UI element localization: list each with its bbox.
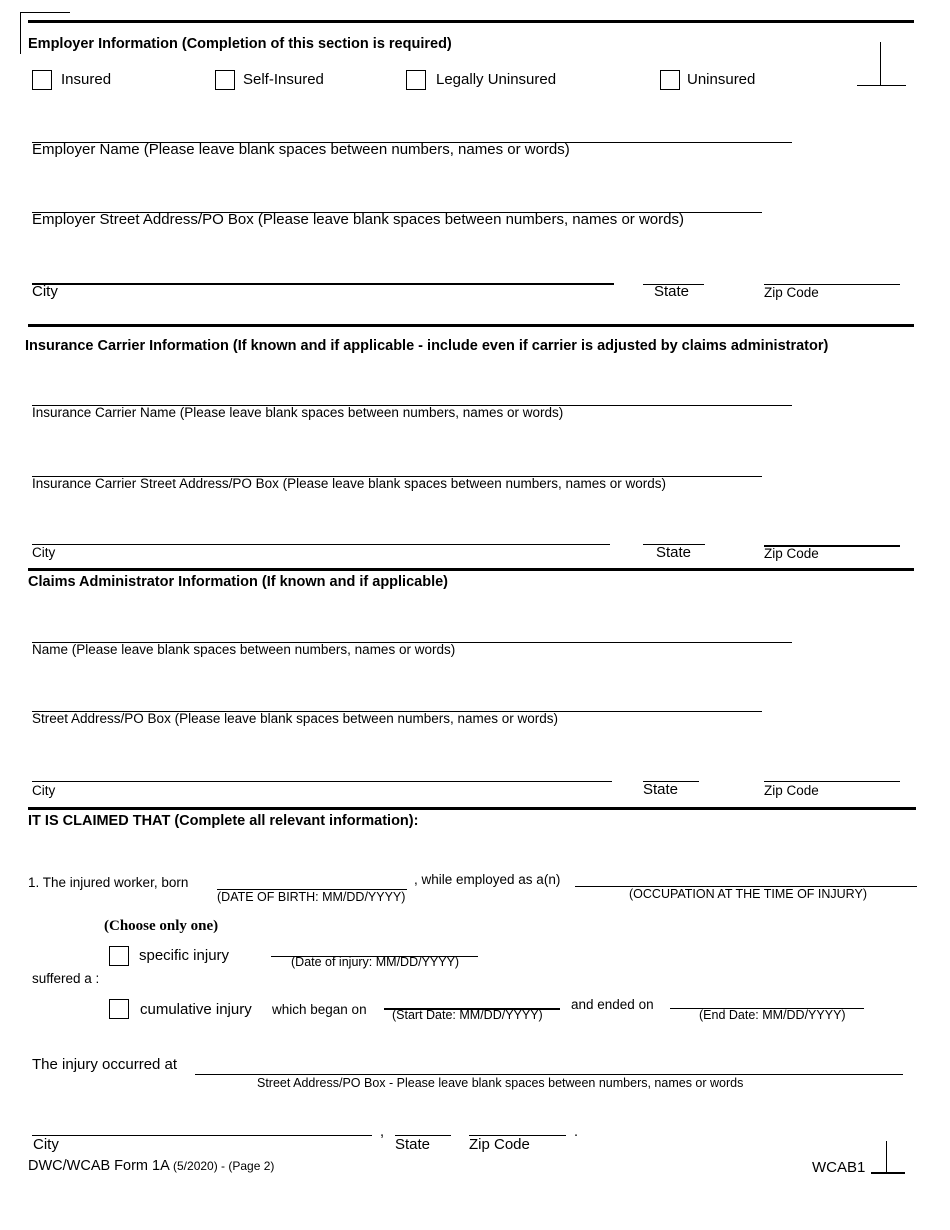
form-code: WCAB1 [812,1159,866,1176]
period-text: . [574,1124,579,1140]
claims-admin-state-field[interactable] [643,757,699,781]
carrier-state-label: State [656,544,692,561]
ended-on-text: and ended on [571,997,654,1012]
employed-as-text: , while employed as a(n) [414,872,561,887]
cumulative-injury-checkbox[interactable] [109,999,129,1019]
cumulative-injury-label: cumulative injury [140,1001,252,1018]
employer-address-label: Employer Street Address/PO Box (Please leave blank spaces between numbers, names or words) [32,211,684,228]
carrier-address-label: Insurance Carrier Street Address/PO Box (Please leave blank spaces between numbers, names or words) [32,476,667,491]
employer-city-line [32,283,614,285]
choose-only-one-text: (Choose only one) [104,918,219,934]
specific-injury-checkbox[interactable] [109,946,129,966]
injury-occurred-text: The injury occurred at [32,1056,178,1073]
comma-text: , [380,1124,385,1140]
carrier-city-field[interactable] [32,520,610,544]
injury-address-hint: Street Address/PO Box - Please leave blank spaces between numbers, names or words [257,1076,744,1090]
self-insured-checkbox[interactable] [215,70,235,90]
carrier-name-field[interactable] [32,381,792,405]
employer-city-field[interactable] [32,259,614,283]
claims-admin-state-label: State [643,781,679,798]
claims-admin-zip-label: Zip Code [764,783,819,798]
end-date-hint: (End Date: MM/DD/YYYY) [699,1008,846,1022]
date-of-birth-hint: (DATE OF BIRTH: MM/DD/YYYY) [217,890,406,904]
carrier-zip-field[interactable] [764,521,900,545]
injury-city-field[interactable] [32,1112,372,1136]
start-date-hint: (Start Date: MM/DD/YYYY) [392,1008,543,1022]
registration-mark-top-left [20,12,21,54]
employer-zip-label: Zip Code [764,285,819,300]
form-revision: (5/2020) - (Page 2) [173,1159,275,1173]
employer-state-field[interactable] [643,260,704,284]
insured-label: Insured [61,71,112,88]
section-divider [28,568,914,571]
section-divider [28,20,914,23]
injury-state-field[interactable] [395,1112,451,1136]
uninsured-checkbox[interactable] [660,70,680,90]
date-of-injury-field[interactable] [271,932,478,956]
carrier-address-field[interactable] [32,452,762,476]
claims-admin-name-field[interactable] [32,618,792,642]
occupation-hint: (OCCUPATION AT THE TIME OF INJURY) [629,887,867,901]
claims-admin-city-field[interactable] [32,757,612,781]
injury-zip-label: Zip Code [469,1136,530,1153]
claims-admin-city-label: City [32,783,56,798]
injury-address-field[interactable] [195,1050,903,1074]
suffered-a-text: suffered a : [32,971,100,986]
employer-section-title: Employer Information (Completion of this section is required) [28,36,452,52]
employer-state-label: State [654,283,690,300]
registration-mark-bottom-right [871,1172,905,1174]
registration-mark-top-left [20,12,70,13]
claims-admin-city-line [32,781,612,782]
injury-zip-field[interactable] [469,1112,566,1136]
injury-state-label: State [395,1136,431,1153]
form-name: DWC/WCAB Form 1A [28,1158,169,1174]
employer-city-label: City [32,283,58,300]
claims-admin-zip-field[interactable] [764,757,900,781]
claims-admin-section-title: Claims Administrator Information (If known and if applicable) [28,574,448,590]
self-insured-label: Self-Insured [243,71,324,88]
employer-name-label: Employer Name (Please leave blank spaces between numbers, names or words) [32,141,570,158]
carrier-state-field[interactable] [643,520,705,544]
carrier-city-line [32,544,610,545]
legally-uninsured-label: Legally Uninsured [436,71,557,88]
carrier-zip-label: Zip Code [764,546,819,561]
section-divider [28,324,914,327]
carrier-name-label: Insurance Carrier Name (Please leave blank spaces between numbers, names or words) [32,405,564,420]
employer-address-field[interactable] [32,188,762,212]
insured-checkbox[interactable] [32,70,52,90]
section-divider [28,807,916,810]
claims-admin-zip-line [764,781,900,782]
carrier-city-label: City [32,545,56,560]
registration-mark-top-right [857,85,906,86]
uninsured-label: Uninsured [687,71,756,88]
form-footer [28,1158,274,1174]
injury-address-line [195,1074,903,1075]
claims-admin-address-field[interactable] [32,687,762,711]
legally-uninsured-checkbox[interactable] [406,70,426,90]
injured-worker-text: 1. The injured worker, born [28,875,189,890]
injury-city-line [32,1135,372,1136]
employer-name-field[interactable] [32,118,792,142]
end-date-field[interactable] [670,985,864,1009]
injury-city-label: City [33,1136,59,1153]
occupation-field[interactable] [575,863,917,887]
date-of-birth-field[interactable] [217,866,407,890]
claims-admin-name-label: Name (Please leave blank spaces between numbers, names or words) [32,642,456,657]
registration-mark-bottom-right [886,1141,887,1173]
carrier-section-title: Insurance Carrier Information (If known and if applicable - include even if carrier is adjusted by claims administrator) [25,338,829,354]
date-of-injury-hint: (Date of injury: MM/DD/YYYY) [291,955,460,969]
claim-section-title: IT IS CLAIMED THAT (Complete all relevant information): [28,813,419,829]
start-date-field[interactable] [384,985,560,1009]
specific-injury-label: specific injury [139,947,230,964]
registration-mark-top-right [880,42,881,86]
employer-zip-field[interactable] [764,260,900,284]
claims-admin-address-label: Street Address/PO Box (Please leave blank spaces between numbers, names or words) [32,711,559,726]
began-on-text: which began on [272,1002,367,1017]
